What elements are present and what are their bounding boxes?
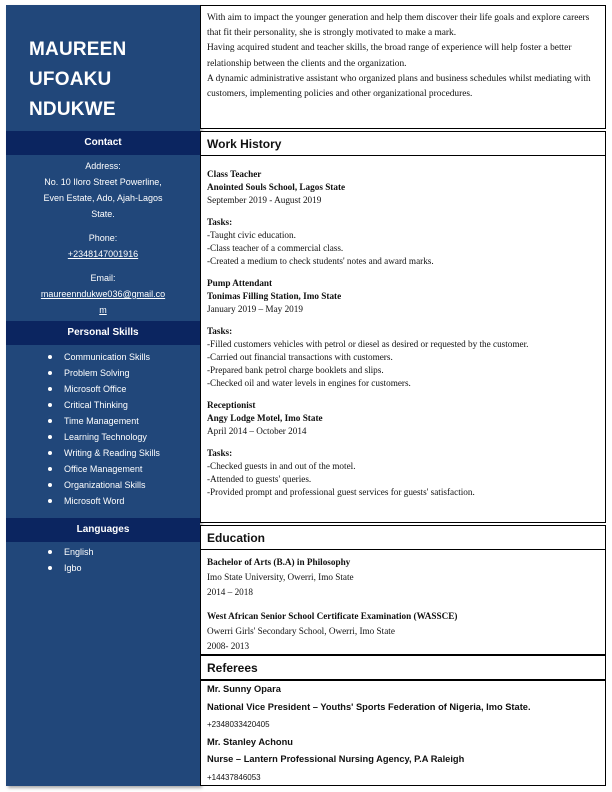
- contact-heading: Contact: [6, 131, 200, 155]
- skill-item: Critical Thinking: [6, 397, 200, 413]
- referee-phone: +2348033420405: [207, 720, 270, 729]
- task-item: -Attended to guests' queries.: [207, 474, 312, 484]
- task-item: -Class teacher of a commercial class.: [207, 243, 344, 253]
- task-item: -Provided prompt and professional guest services for guests' satisfaction.: [207, 487, 475, 497]
- name-line-1: MAUREEN: [29, 39, 127, 60]
- work-history-section: [200, 155, 606, 523]
- address-line: No. 10 Iloro Street Powerline,: [44, 177, 162, 187]
- referee-role: Nurse – Lantern Professional Nursing Agency, P.A Raleigh: [207, 754, 465, 764]
- task-item: -Checked guests in and out of the motel.: [207, 461, 356, 471]
- job-title: Receptionist: [207, 400, 256, 410]
- languages-list: [6, 544, 200, 576]
- referee-name: Mr. Stanley Achonu: [207, 736, 293, 747]
- school: Imo State University, Owerri, Imo State: [207, 572, 354, 582]
- tasks-label: Tasks:: [207, 217, 233, 227]
- task-item: -Carried out financial transactions with customers.: [207, 352, 393, 362]
- sidebar: [6, 5, 200, 786]
- skill-item: Office Management: [6, 461, 200, 477]
- task-item: -Taught civic education.: [207, 230, 296, 240]
- job-company: Anointed Souls School, Lagos State: [207, 182, 346, 192]
- skill-item: Microsoft Word: [6, 493, 200, 509]
- address-line: State.: [91, 209, 115, 219]
- name-line-3: NDUKWE: [29, 99, 116, 120]
- job-company: Angy Lodge Motel, Imo State: [207, 413, 323, 423]
- degree: West African Senior School Certificate Examination (WASSCE): [207, 611, 458, 621]
- task-item: -Filled customers vehicles with petrol or diesel as desired or requested by the customer.: [207, 339, 529, 349]
- tasks-label: Tasks:: [207, 326, 233, 336]
- contact-section: [6, 158, 200, 318]
- summary-paragraph: Having acquired student and teacher skills, the broad range of experience will help foster a better relationship between the clients and the organization.: [207, 43, 572, 69]
- job-title: Class Teacher: [207, 169, 262, 179]
- summary-section: [200, 5, 606, 129]
- email-link[interactable]: maureenndukwe036@gmail.co: [40, 289, 166, 299]
- skill-item: Problem Solving: [6, 365, 200, 381]
- summary-paragraph: A dynamic administrative assistant who organized plans and business schedules whilst mediating with customers, implementing policies and other organizational procedures.: [207, 73, 591, 100]
- referee-entry: [207, 734, 599, 787]
- job-company: Tonimas Filling Station, Imo State: [207, 291, 342, 301]
- phone-label: Phone:: [88, 233, 118, 243]
- language-item: English: [6, 544, 200, 560]
- job-dates: September 2019 - August 2019: [207, 195, 322, 205]
- referee-phone: +14437846053: [207, 772, 261, 782]
- language-item: Igbo: [6, 560, 200, 576]
- skill-item: Time Management: [6, 413, 200, 429]
- skill-item: Learning Technology: [6, 429, 200, 445]
- skill-item: Organizational Skills: [6, 477, 200, 493]
- referee-entry: [207, 681, 599, 734]
- education-section: [200, 549, 606, 655]
- education-entry: [207, 609, 599, 654]
- task-item: -Checked oil and water levels in engines for customers.: [207, 378, 411, 388]
- school: Owerri Girls' Secondary School, Owerri, Imo State: [207, 626, 395, 636]
- job-entry: [207, 399, 599, 499]
- languages-heading: Languages: [6, 518, 200, 542]
- skill-item: Microsoft Office: [6, 381, 200, 397]
- task-item: -Created a medium to check students' notes and award marks.: [207, 256, 434, 266]
- tasks-label: Tasks:: [207, 448, 233, 458]
- skill-item: Communication Skills: [6, 349, 200, 365]
- personal-skills-heading: Personal Skills: [6, 321, 200, 345]
- email-link-continued[interactable]: m: [99, 305, 107, 315]
- skill-item: Writing & Reading Skills: [6, 445, 200, 461]
- name-line-2: UFOAKU: [29, 69, 112, 90]
- education-entry: [207, 555, 599, 600]
- job-dates: April 2014 – October 2014: [207, 426, 307, 436]
- phone-link[interactable]: +2348147001916: [67, 249, 139, 259]
- job-dates: January 2019 – May 2019: [207, 304, 303, 314]
- address-line: Even Estate, Ado, Ajah-Lagos: [43, 193, 163, 203]
- address-label: Address:: [85, 161, 121, 171]
- skills-list: [6, 349, 200, 509]
- summary-paragraph: With aim to impact the younger generation and help them discover their life goals and explore careers that fit their personality, she is strongly motivated to make a mark.: [207, 13, 590, 39]
- job-title: Pump Attendant: [207, 278, 273, 288]
- task-item: -Prepared bank petrol charge booklets and slips.: [207, 365, 384, 375]
- work-history-heading: Work History: [200, 131, 606, 156]
- education-dates: 2008- 2013: [207, 641, 250, 651]
- degree: Bachelor of Arts (B.A) in Philosophy: [207, 557, 351, 567]
- job-entry: [207, 277, 599, 390]
- job-entry: [207, 168, 599, 268]
- referees-heading: Referees: [200, 655, 606, 680]
- referees-section: [200, 680, 606, 786]
- education-dates: 2014 – 2018: [207, 587, 253, 597]
- candidate-name: [29, 35, 126, 125]
- referee-name: Mr. Sunny Opara: [207, 684, 281, 694]
- education-heading: Education: [200, 525, 606, 550]
- email-label: Email:: [90, 273, 116, 283]
- referee-role: National Vice President – Youths' Sports Federation of Nigeria, Imo State.: [207, 701, 531, 712]
